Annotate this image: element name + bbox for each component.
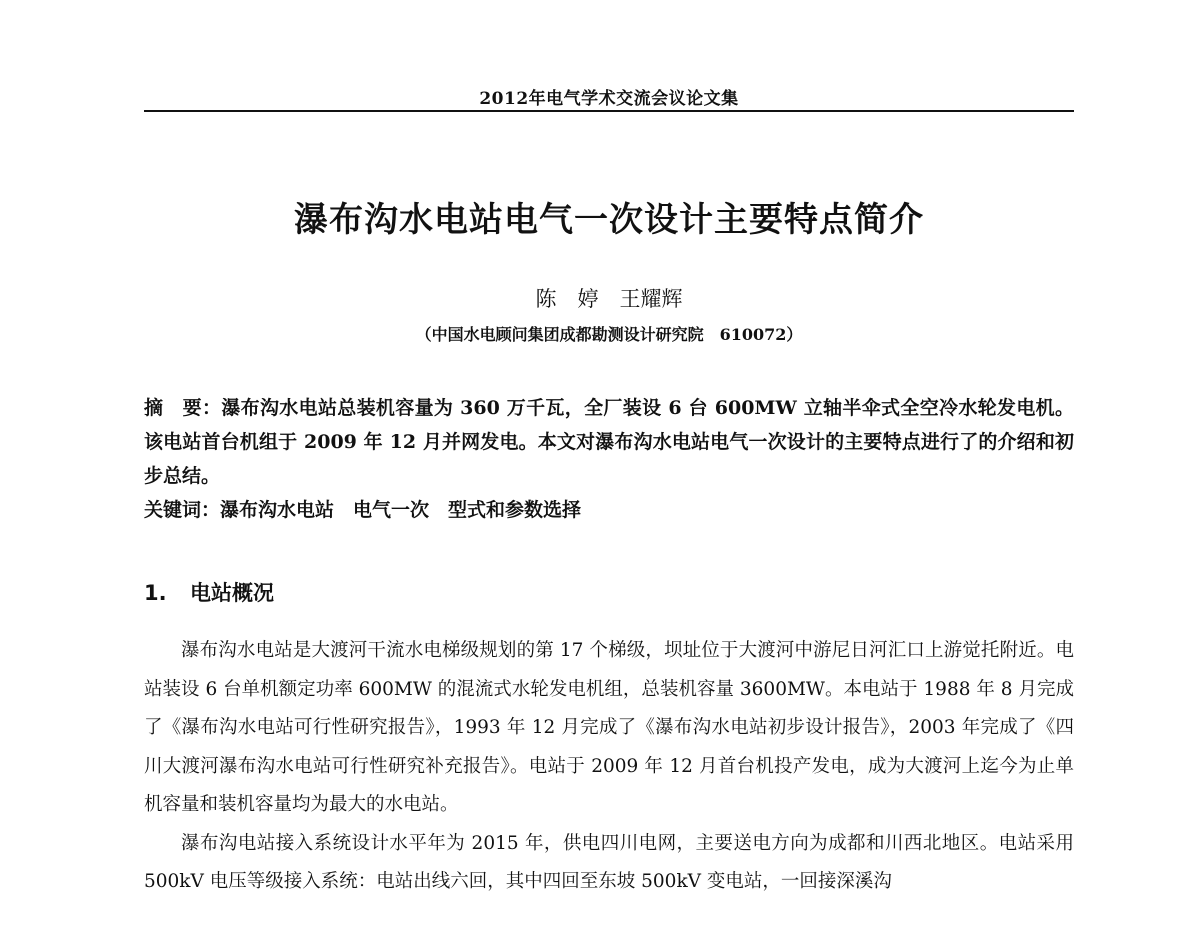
abstract-text: 瀑布沟水电站总装机容量为 360 万千瓦，全厂装设 6 台 600MW 立轴半伞式全空冷水轮发电机。该电站首台机组于 2009 年 12 月并网发电。本文对瀑布沟水电站电气一次设计的主要特点进行了的介绍和初步总结。 bbox=[144, 397, 1074, 487]
section-number: 1. bbox=[144, 581, 167, 605]
abstract-label: 摘 要： bbox=[144, 397, 222, 419]
paper-title: 瀑布沟水电站电气一次设计主要特点简介 bbox=[294, 200, 924, 240]
paragraph: 瀑布沟电站接入系统设计水平年为 2015 年，供电四川电网，主要送电方向为成都和川西北地区。电站采用 500kV 电压等级接入系统：电站出线六回，其中四回至东坡 500kV 变电站，一回接深溪沟 bbox=[144, 832, 1074, 892]
body-text bbox=[144, 632, 1074, 902]
authors: 陈 婷 王耀辉 bbox=[535, 287, 683, 311]
keywords-text: 瀑布沟水电站 电气一次 型式和参数选择 bbox=[220, 499, 582, 521]
keywords-label: 关键词： bbox=[144, 499, 221, 521]
keywords bbox=[144, 493, 1074, 527]
abstract bbox=[144, 391, 1074, 493]
paragraph: 瀑布沟水电站是大渡河干流水电梯级规划的第 17 个梯级，坝址位于大渡河中游尼日河汇口上游觉托附近。电站装设 6 台单机额定功率 600MW 的混流式水轮发电机组，总装机容量 3600MW。本电站于 1988 年 8 月完成了《瀑布沟水电站可行性研究报告》，1993 年 12 月完成了《瀑布沟水电站初步设计报告》，2003 年完成了《四川大渡河瀑布沟水电站可行性研究补充报告》。电站于 2009 年 12 月首台机投产发电，成为大渡河上迄今为止单机容量和装机容量均为最大的水电站。 bbox=[144, 640, 1074, 815]
section-title: 电站概况 bbox=[190, 581, 274, 605]
section-heading bbox=[144, 577, 1074, 607]
running-header: 2012年电气学术交流会议论文集 bbox=[479, 89, 739, 109]
header-rule bbox=[144, 110, 1074, 112]
affiliation: （中国水电顾问集团成都勘测设计研究院 610072） bbox=[415, 325, 803, 344]
